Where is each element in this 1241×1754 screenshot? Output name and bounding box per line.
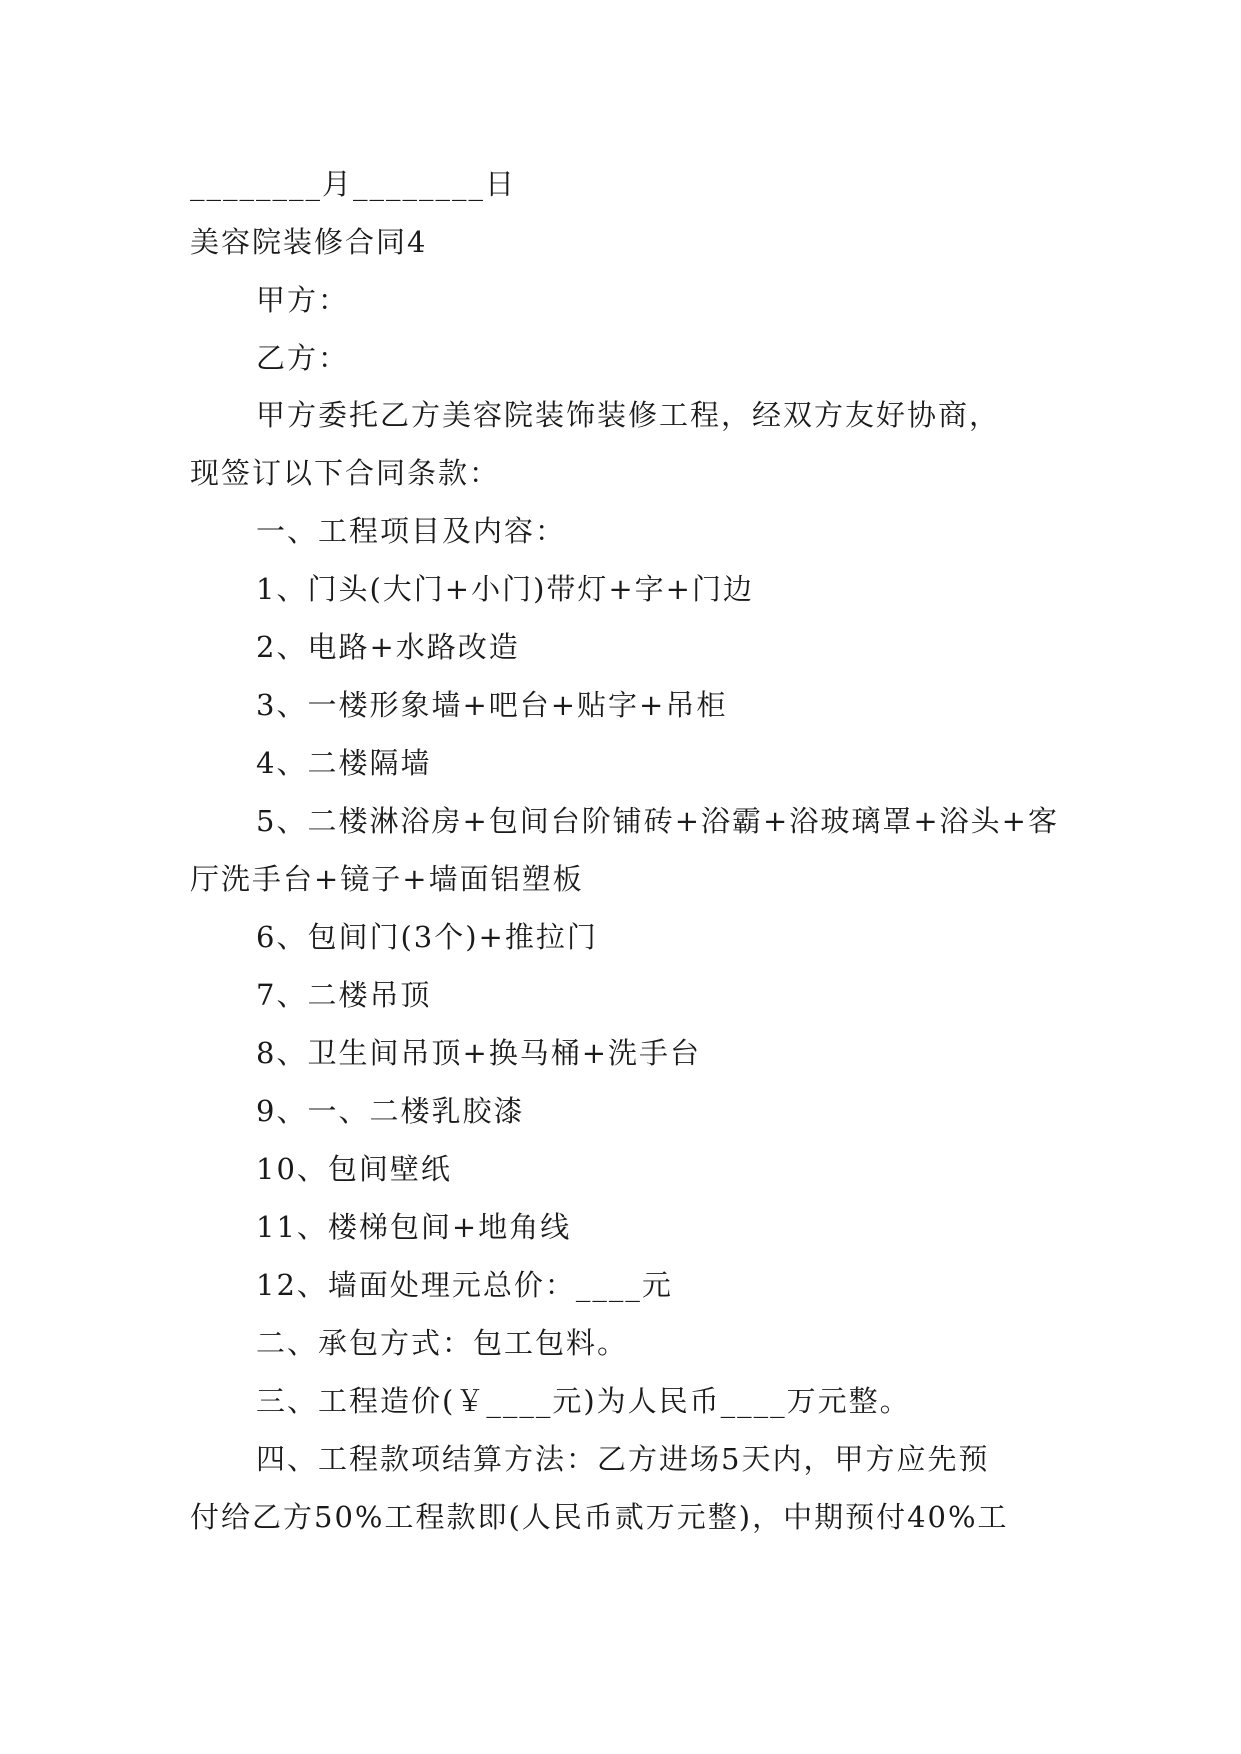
list-item-1: 1、门头(大门+小门)带灯+字+门边 bbox=[256, 572, 754, 606]
list-item-10: 10、包间壁纸 bbox=[256, 1152, 452, 1186]
list-item-6: 6、包间门(3个)+推拉门 bbox=[256, 920, 598, 954]
document-title: 美容院装修合同4 bbox=[190, 225, 428, 259]
intro-paragraph-line-1: 甲方委托乙方美容院装饰装修工程，经双方友好协商， bbox=[256, 398, 1001, 432]
party-a-line: 甲方： bbox=[256, 283, 350, 317]
list-item-12: 12、墙面处理元总价：____元 bbox=[256, 1268, 673, 1302]
list-item-4: 4、二楼隔墙 bbox=[256, 746, 432, 780]
list-item-3: 3、一楼形象墙+吧台+贴字+吊柜 bbox=[256, 688, 728, 722]
list-item-5-line-1: 5、二楼淋浴房+包间台阶铺砖+浴霸+浴玻璃罩+浴头+客 bbox=[256, 804, 1059, 838]
date-line: ________月________日 bbox=[190, 167, 517, 201]
intro-paragraph-line-2: 现签订以下合同条款： bbox=[190, 456, 501, 490]
party-b-line: 乙方： bbox=[256, 341, 350, 375]
section-heading-2: 二、承包方式：包工包料。 bbox=[256, 1326, 629, 1360]
list-item-9: 9、一、二楼乳胶漆 bbox=[256, 1094, 525, 1128]
list-item-8: 8、卫生间吊顶+换马桶+洗手台 bbox=[256, 1036, 702, 1070]
section-heading-3: 三、工程造价(￥____元)为人民币____万元整。 bbox=[256, 1384, 911, 1418]
list-item-2: 2、电路+水路改造 bbox=[256, 630, 520, 664]
section-heading-4-line-1: 四、工程款项结算方法：乙方进场5天内，甲方应先预 bbox=[256, 1442, 990, 1476]
list-item-7: 7、二楼吊顶 bbox=[256, 978, 432, 1012]
section-heading-1: 一、工程项目及内容： bbox=[256, 514, 567, 548]
section-heading-4-line-2: 付给乙方50%工程款即(人民币贰万元整)，中期预付40%工 bbox=[190, 1500, 1009, 1534]
list-item-5-line-2: 厅洗手台+镜子+墙面铝塑板 bbox=[190, 862, 584, 896]
list-item-11: 11、楼梯包间+地角线 bbox=[256, 1210, 572, 1244]
